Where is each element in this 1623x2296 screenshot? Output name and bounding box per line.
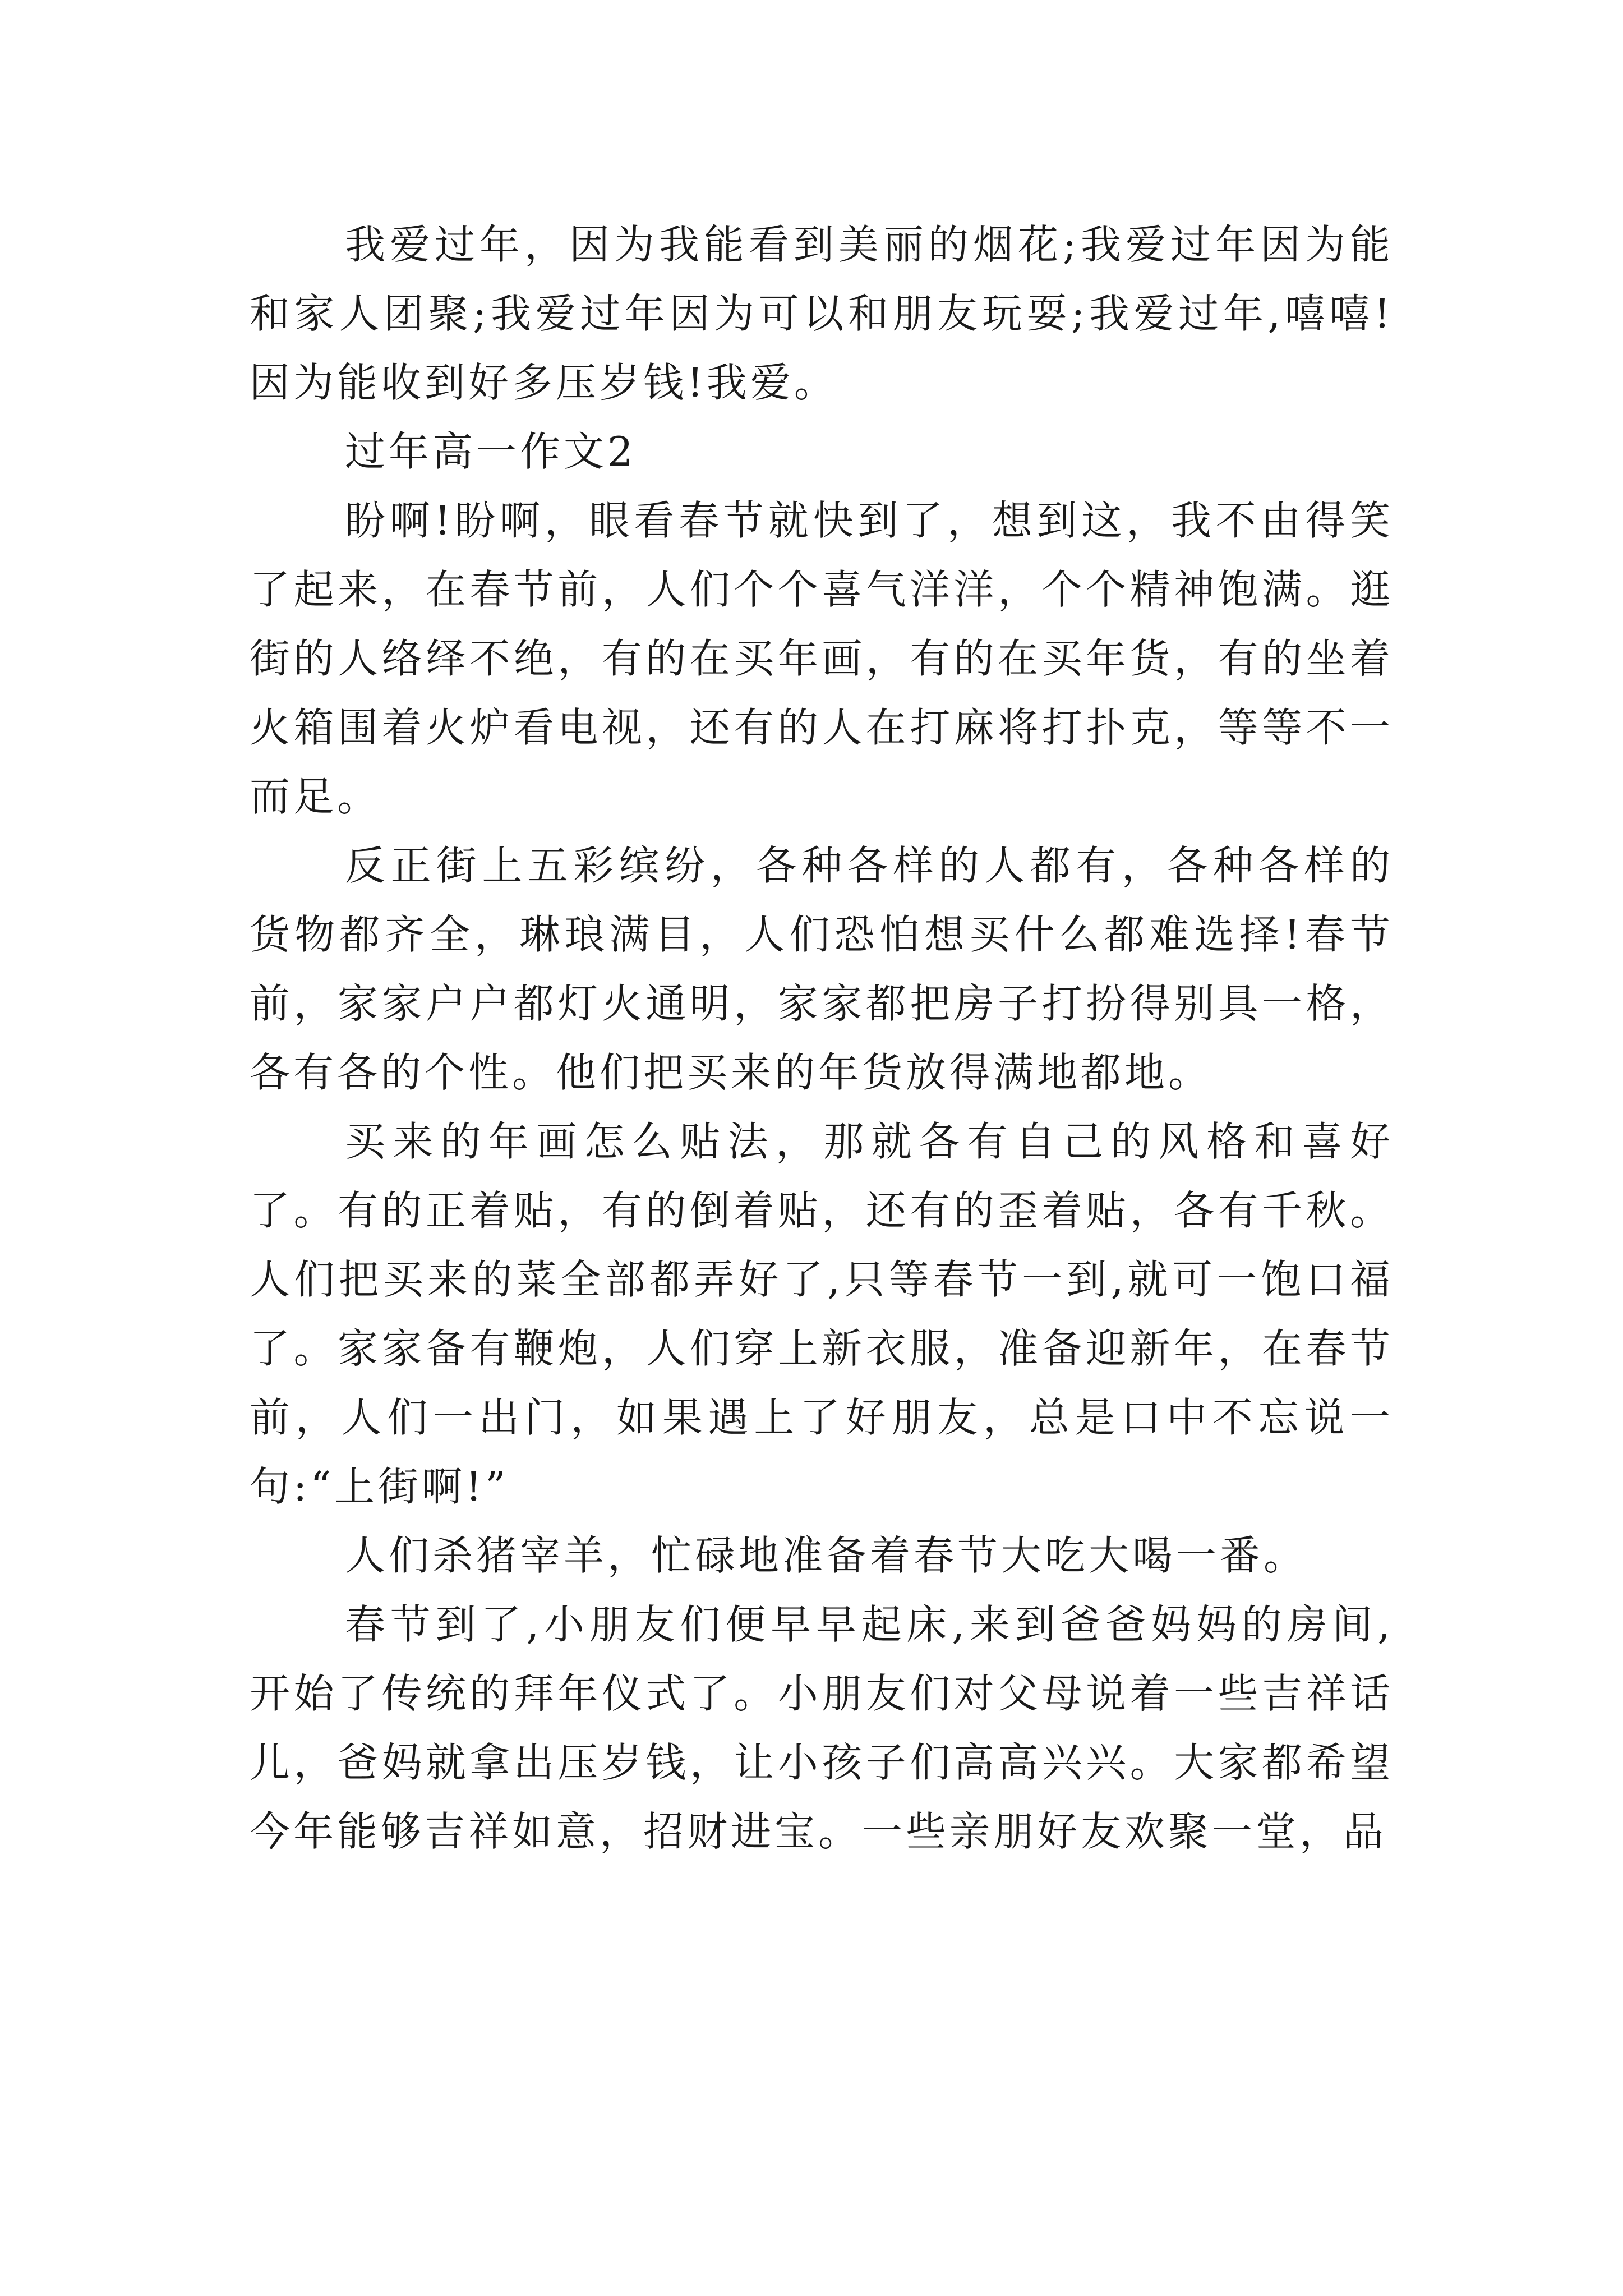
paragraph-new-year-pictures: 买来的年画怎么贴法，那就各有自己的风格和喜好了。有的正着贴，有的倒着贴，还有的歪着贴，各有千秋。人们把买来的菜全部都弄好了,只等春节一到,就可一饱口福了。家家备有鞭炮，人们穿上新衣服，准备迎新年，在春节前，人们一出门，如果遇上了好朋友，总是口中不忘说一句:“上街啊!” xyxy=(250,1118,1394,1510)
paragraph-preparation: 人们杀猪宰羊，忙碌地准备着春节大吃大喝一番。 xyxy=(345,1532,1308,1579)
paragraph-street: 反正街上五彩缤纷，各种各样的人都有，各种各样的货物都齐全，琳琅满目，人们恐怕想买什么都难选择!春节前，家家户户都灯火通明，家家都把房子打扮得别具一格，各有各的个性。他们把买来的年货放得满地都地。 xyxy=(250,842,1394,1096)
paragraph-anticipation: 盼啊!盼啊，眼看春节就快到了，想到这，我不由得笑了起来，在春节前，人们个个喜气洋洋，个个精神饱满。逛街的人络绎不绝，有的在买年画，有的在买年货，有的坐着火箱围着火炉看电视，还有的人在打麻将打扑克，等等不一而足。 xyxy=(250,497,1394,820)
paragraph-spring-festival: 春节到了,小朋友们便早早起床,来到爸爸妈妈的房间,开始了传统的拜年仪式了。小朋友们对父母说着一些吉祥话儿，爸妈就拿出压岁钱，让小孩子们高高兴兴。大家都希望今年能够吉祥如意，招财进宝。一些亲朋好友欢聚一堂，品 xyxy=(250,1601,1394,1855)
document-body xyxy=(250,210,1394,1866)
section-heading: 过年高一作文2 xyxy=(345,428,637,475)
paragraph-intro: 我爱过年，因为我能看到美丽的烟花;我爱过年因为能和家人团聚;我爱过年因为可以和朋友玩耍;我爱过年,嘻嘻!因为能收到好多压岁钱!我爱。 xyxy=(250,221,1394,406)
